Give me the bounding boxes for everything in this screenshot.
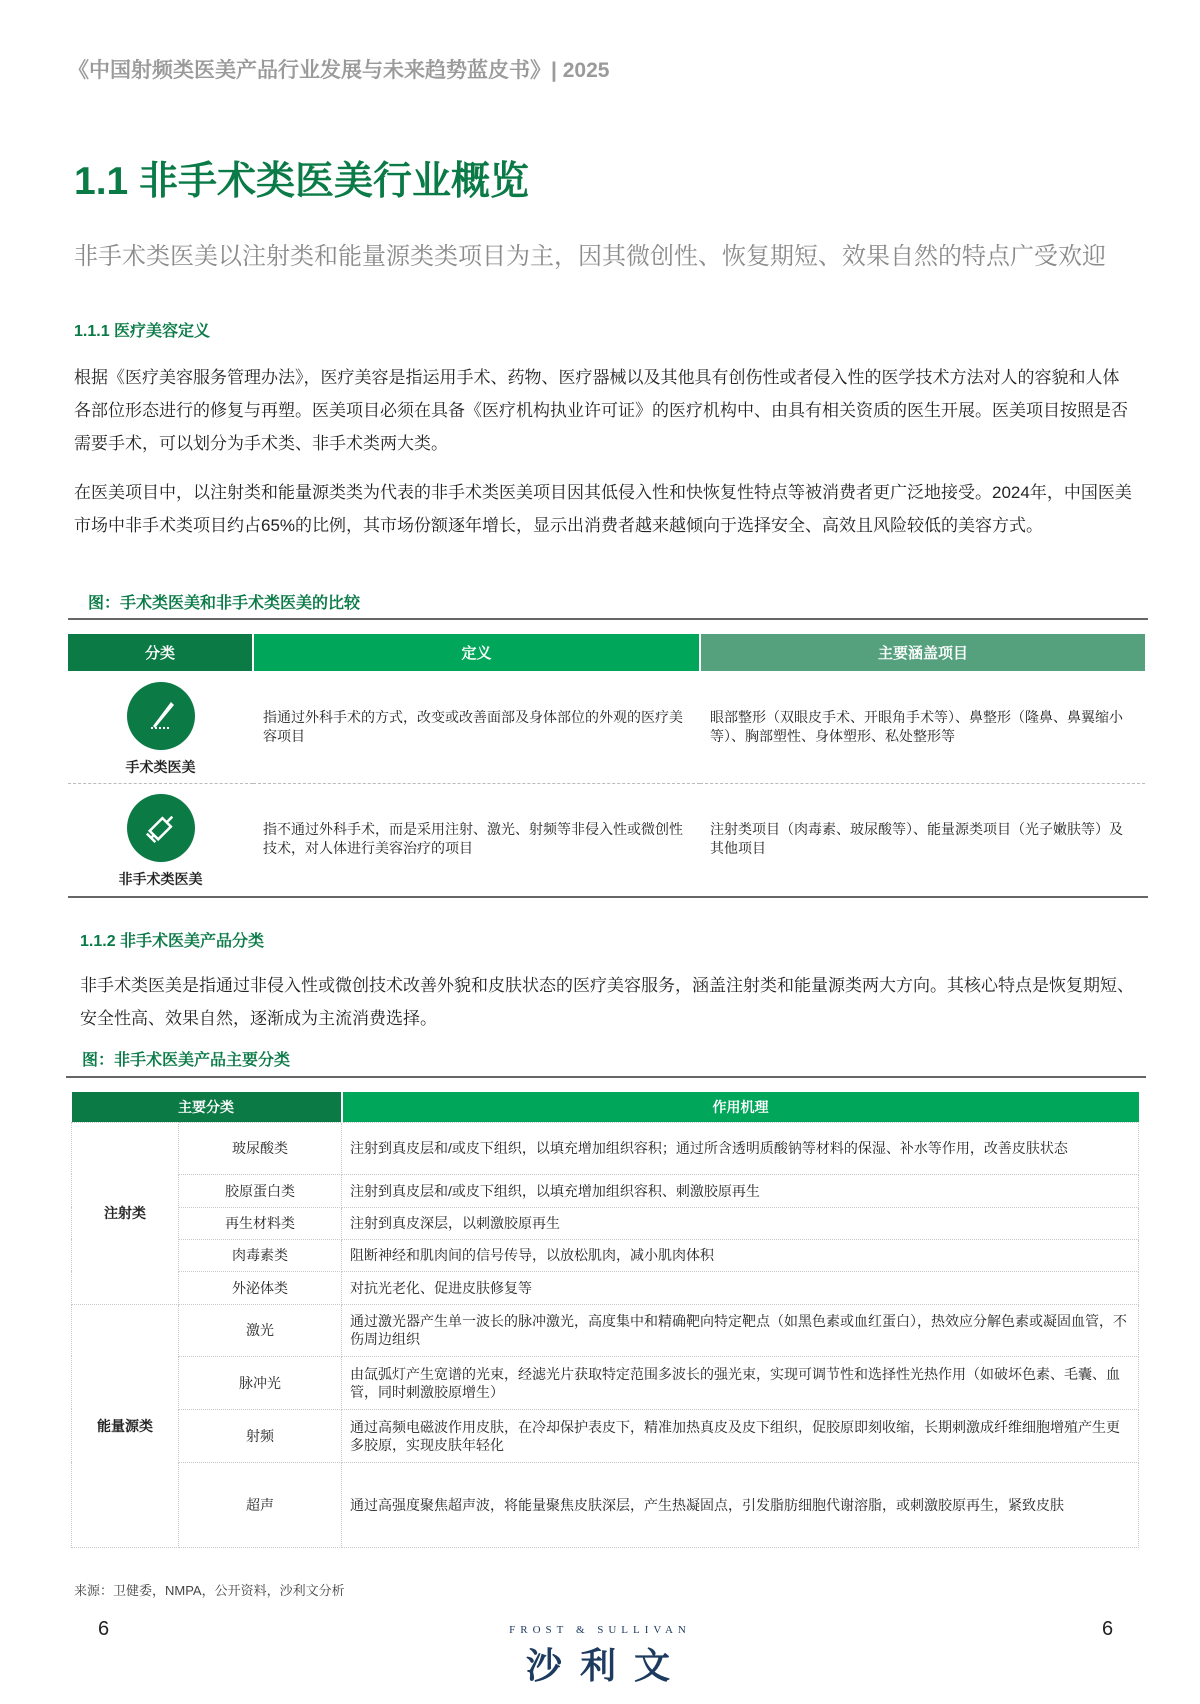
table-row [72, 1356, 1139, 1409]
comparison-table [68, 634, 1145, 895]
paragraph-nonsurgical: 非手术类医美是指通过非侵入性或微创技术改善外貌和皮肤状态的医疗美容服务，涵盖注射类和能量源类两大方向。其核心特点是恢复期短、安全性高、效果自然，逐渐成为主流消费选择。 [80, 976, 1134, 1028]
mechanism-cell: 注射到真皮深层，以刺激胶原再生 [342, 1207, 1139, 1239]
table-row [72, 1174, 1139, 1207]
page-number-left: 6 [98, 1618, 110, 1640]
paragraph-definition: 根据《医疗美容服务管理办法》，医疗美容是指运用手术、药物、医疗器械以及其他具有创伤性或者侵入性的医学技术方法对人的容貌和人体各部位形态进行的修复与再塑。医美项目必须在具备《医疗机构执业许可证》的医疗机构中、由具有相关资质的医生开展。医美项目按照是否需要手术，可以划分为手术类、非手术类两大类。 [74, 368, 1128, 453]
mechanism-cell: 通过激光器产生单一波长的脉冲激光，高度集中和精确靶向特定靶点（如黑色素或血红蛋白），热效应分解色素或凝固血管，不伤周边组织 [342, 1304, 1139, 1356]
type-cell: 外泌体类 [179, 1271, 342, 1304]
figure-caption-2: 图：非手术医美产品主要分类 [82, 1052, 291, 1069]
section-heading-1-1-1: 1.1.1 医疗美容定义 [74, 323, 211, 340]
table-row [68, 671, 1145, 783]
mechanism-cell: 阻断神经和肌肉间的信号传导，以放松肌肉，减小肌肉体积 [342, 1239, 1139, 1271]
report-header: 《中国射频类医美产品行业发展与未来趋势蓝皮书》| 2025 [68, 59, 610, 82]
divider [68, 618, 1148, 620]
mechanism-cell: 对抗光老化、促进皮肤修复等 [342, 1271, 1139, 1304]
type-cell: 肉毒素类 [179, 1239, 342, 1271]
items-cell: 眼部整形（双眼皮手术、开眼角手术等）、鼻整形（隆鼻、鼻翼缩小等）、胸部塑性、身体塑形、私处整形等 [710, 708, 1123, 744]
page-number-right: 6 [1102, 1618, 1114, 1640]
mechanism-cell: 由氙弧灯产生宽谱的光束，经滤光片获取特定范围多波长的强光束，实现可调节性和选择性光热作用（如破坏色素、毛囊、血管，同时刺激胶原增生） [342, 1356, 1139, 1409]
type-cell: 胶原蛋白类 [179, 1174, 342, 1207]
scalpel-icon [127, 682, 195, 750]
page-subtitle: 非手术类医美以注射类和能量源类类项目为主，因其微创性、恢复期短、效果自然的特点广受欢迎 [74, 243, 1106, 270]
table-row [72, 1239, 1139, 1271]
classification-table [71, 1092, 1139, 1548]
category-label: 非手术类医美 [118, 870, 203, 887]
items-cell: 注射类项目（肉毒素、玻尿酸等）、能量源类项目（光子嫩肤等）及其他项目 [710, 821, 1123, 857]
col-header: 作用机理 [342, 1092, 1139, 1122]
type-cell: 玻尿酸类 [179, 1122, 342, 1174]
mechanism-cell: 注射到真皮层和/或皮下组织，以填充增加组织容积；通过所含透明质酸钠等材料的保湿、补水等作用，改善皮肤状态 [342, 1122, 1139, 1174]
syringe-icon [127, 794, 195, 862]
paragraph-market: 在医美项目中，以注射类和能量源类类为代表的非手术类医美项目因其低侵入性和快恢复性特点等被消费者更广泛地接受。2024年，中国医美市场中非手术类项目约占65%的比例，其市场份额逐年增长，显示出消费者越来越倾向于选择安全、高效且风险较低的美容方式。 [74, 483, 1132, 535]
col-header: 主要涵盖项目 [700, 634, 1145, 671]
mechanism-cell: 通过高强度聚焦超声波，将能量聚焦皮肤深层，产生热凝固点，引发脂肪细胞代谢溶脂，或刺激胶原再生，紧致皮肤 [342, 1462, 1139, 1547]
section-heading-1-1-2: 1.1.2 非手术医美产品分类 [80, 933, 265, 950]
type-cell: 脉冲光 [179, 1356, 342, 1409]
page-title: 1.1 非手术类医美行业概览 [74, 160, 530, 203]
table-header-row [68, 634, 1145, 671]
logo-en: FROST & SULLIVAN [509, 1624, 691, 1636]
definition-cell: 指通过外科手术的方式，改变或改善面部及身体部位的外观的医疗美容项目 [263, 708, 683, 744]
divider [68, 896, 1148, 898]
table-row [72, 1409, 1139, 1462]
divider [66, 1076, 1146, 1078]
table-row [72, 1122, 1139, 1174]
type-cell: 超声 [179, 1462, 342, 1547]
category-label: 手术类医美 [125, 759, 196, 776]
table-row [68, 783, 1145, 895]
group-label: 注射类 [72, 1122, 179, 1304]
table-row [72, 1271, 1139, 1304]
mechanism-cell: 注射到真皮层和/或皮下组织，以填充增加组织容积、刺激胶原再生 [342, 1174, 1139, 1207]
table-row [72, 1462, 1139, 1547]
table-header-row [72, 1092, 1139, 1122]
logo-cn: 沙 利 文 [525, 1645, 674, 1686]
col-header: 主要分类 [72, 1092, 342, 1122]
col-header: 定义 [253, 634, 700, 671]
source-note: 来源：卫健委，NMPA，公开资料，沙利文分析 [74, 1583, 345, 1598]
group-label: 能量源类 [72, 1304, 179, 1547]
table-row [72, 1304, 1139, 1356]
table-row [72, 1207, 1139, 1239]
type-cell: 激光 [179, 1304, 342, 1356]
mechanism-cell: 通过高频电磁波作用皮肤，在冷却保护表皮下，精准加热真皮及皮下组织，促胶原即刻收缩，长期刺激成纤维细胞增殖产生更多胶原，实现皮肤年轻化 [342, 1409, 1139, 1462]
figure-caption-1: 图：手术类医美和非手术类医美的比较 [88, 595, 361, 612]
definition-cell: 指不通过外科手术，而是采用注射、激光、射频等非侵入性或微创性技术，对人体进行美容治疗的项目 [263, 821, 683, 857]
type-cell: 射频 [179, 1409, 342, 1462]
type-cell: 再生材料类 [179, 1207, 342, 1239]
col-header: 分类 [68, 634, 253, 671]
